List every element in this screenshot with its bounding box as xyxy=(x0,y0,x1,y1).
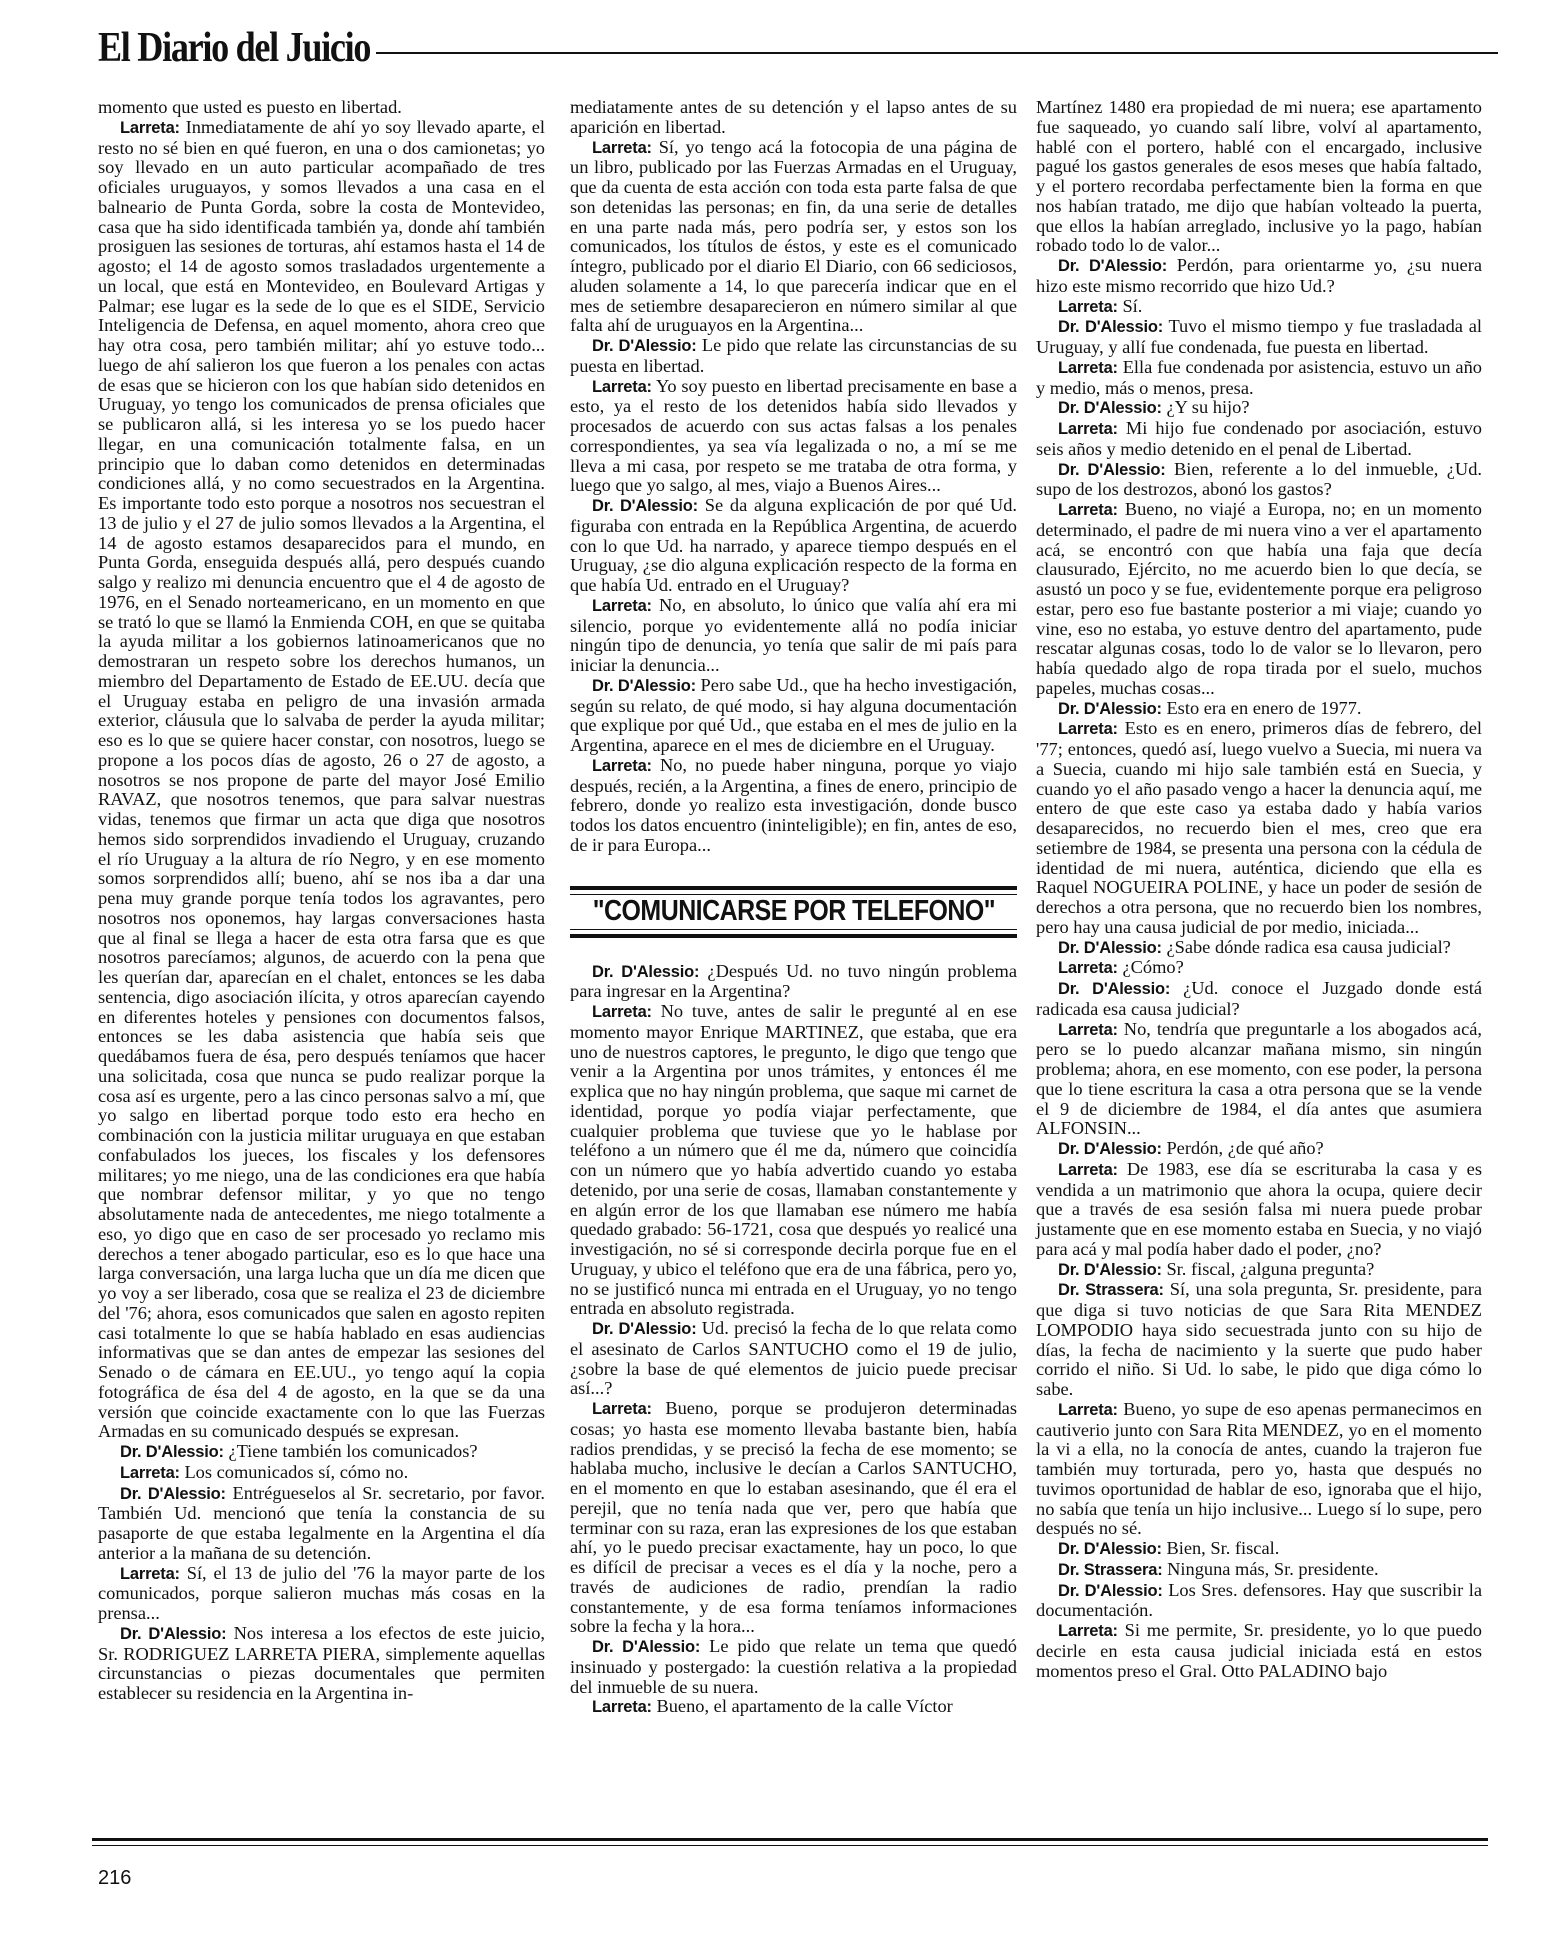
paragraph-text: Esto es en enero, primeros días de febrero, del '77; entonces, quedó así, luego vuelvo a Suecia, mi nuera va a Suecia, cuando mi hijo sale también está en Suecia, y cuando yo el año pasado vengo a hacer la denuncia aquí, me entero de que este caso ya estaba dado y había varios desaparecidos, no recuerdo bien el mes, creo que era setiembre de 1984, se presenta una persona con la cédula de identidad de mi nuera, auténtica, diciendo que ella es Raquel NOGUEIRA POLINE, y hace un poder de sesión de derechos a otra persona, que no recuerdo bien los nombres, pero hay una causa judicial de por medio, iniciada... xyxy=(1036,718,1482,937)
transcript-paragraph xyxy=(1036,500,1482,699)
paragraph-text: Bueno, no viajé a Europa, no; en un momento determinado, el padre de mi nuera vino a ver el apartamento acá, se encontró con que había una faja que decía clausurado, Ejército, no me acuerdo bien lo que decía, se asustó un poco y se fue, evidentemente porque era peligroso estar, pero eso fue bastante posterior a mi viaje; cuando yo vine, eso no estaba, yo estuve dentro del apartamento, pude rescatar algunas cosas, todo lo de valor se lo llevaron, pero había quedado algo de ropa tirada por el suelo, muchos papeles, muchas cosas... xyxy=(1036,499,1482,698)
paragraph-text: Sí, yo tengo acá la fotocopia de una página de un libro, publicado por las Fuerzas Armadas en el Uruguay, que da cuenta de esta acción con toda esta parte falsa de que son detenidas las personas; en fin, da una serie de detalles en una parte nada más, pero podría ser, y estos son los comunicados, los títulos de éstos, y este es el comunicado íntegro, publicado por el diario El Diario, con 66 sediciosos, aluden solamente a 14, lo que parecería indicar que en el mes de setiembre desaparecieron en número similar al que falta ahí de uruguayos en la Argentina... xyxy=(570,136,1017,336)
speaker-label: Larreta: xyxy=(592,596,652,615)
masthead xyxy=(98,20,1498,78)
speaker-label: Larreta: xyxy=(1058,720,1118,739)
speaker-label: Dr. D'Alessio: xyxy=(120,1443,224,1461)
paragraph-text: Los comunicados sí, cómo no. xyxy=(184,1461,409,1482)
transcript-paragraph xyxy=(1036,317,1482,358)
transcript-paragraph xyxy=(1036,419,1482,460)
speaker-label: Larreta: xyxy=(592,756,652,775)
paragraph-text: Los Sres. defensores. Hay que suscribir la documentación. xyxy=(1036,1579,1482,1621)
speaker-label: Larreta: xyxy=(120,118,180,137)
section-heading-text: "COMUNICARSE POR TELEFONO" xyxy=(592,894,995,927)
transcript-paragraph xyxy=(1036,1139,1482,1160)
transcript-paragraph xyxy=(1036,938,1482,959)
paragraph-text: ¿Cómo? xyxy=(1122,957,1184,978)
paragraph-text: Bueno, el apartamento de la calle Víctor xyxy=(656,1696,953,1717)
transcript-paragraph xyxy=(1036,1400,1482,1539)
transcript-paragraph xyxy=(1036,1560,1482,1581)
transcript-paragraph xyxy=(98,98,545,118)
speaker-label: Dr. D'Alessio: xyxy=(1058,938,1162,957)
speaker-label: Larreta: xyxy=(120,1463,180,1482)
paragraph-text: Pero sabe Ud., que ha hecho investigación, según su relato, de qué modo, si hay alguna documentación que explique por qué Ud., que estaba en el mes de julio en la Argentina, aparece en el mes de diciembre en el Uruguay. xyxy=(570,674,1017,755)
paragraph-text: Yo soy puesto en libertad precisamente en base a esto, ya el resto de los detenidos había sido llevados y procesados de acuerdo con sus actas falsas a los penales correspondientes, ya sea vía legalizada o no, a mí se me lleva a mi casa, por respeto se me trataba de otra forma, y luego que yo salgo, al mes, viajo a Buenos Aires... xyxy=(570,375,1017,496)
paragraph-text: ¿Después Ud. no tuvo ningún problema para ingresar en la Argentina? xyxy=(570,960,1017,1002)
transcript-paragraph xyxy=(98,1463,545,1484)
paragraph-text: Si me permite, Sr. presidente, yo lo que puedo decirle en esta causa judicial iniciada está en estos momentos preso el Gral. Otto PALADINO bajo xyxy=(1036,1620,1482,1681)
transcript-paragraph xyxy=(570,756,1017,856)
paragraph-text: Le pido que relate un tema que quedó insinuado y postergado: la cuestión relativa a la propiedad del inmueble de su nuera. xyxy=(570,1636,1017,1697)
paragraph-text: ¿Y su hijo? xyxy=(1166,397,1250,418)
paragraph-text: Sí. xyxy=(1122,295,1143,316)
transcript-paragraph xyxy=(1036,1280,1482,1400)
speaker-label: Larreta: xyxy=(592,377,652,396)
paragraph-text: Nos interesa a los efectos de este juicio, Sr. RODRIGUEZ LARRETA PIERA, simplemente aquellas circunstancias o piezas documentales que permiten establecer su residencia en la Argentina in- xyxy=(98,1622,545,1703)
transcript-paragraph xyxy=(98,1442,545,1463)
column-2 xyxy=(570,98,1017,1718)
paragraph-text: Sí, el 13 de julio del '76 la mayor parte de los comunicados, porque salieron muchas más cosas en la prensa... xyxy=(98,1562,545,1623)
speaker-label: Dr. D'Alessio: xyxy=(1058,1260,1162,1279)
transcript-paragraph xyxy=(570,496,1017,596)
paragraph-text: momento que usted es puesto en libertad. xyxy=(98,97,402,117)
transcript-paragraph xyxy=(1036,256,1482,297)
speaker-label: Larreta: xyxy=(1058,358,1118,377)
transcript-paragraph xyxy=(1036,1581,1482,1622)
speaker-label: Dr. Strassera: xyxy=(1058,1281,1164,1300)
footer-rule xyxy=(92,1838,1488,1841)
paragraph-text: Sí, una sola pregunta, Sr. presidente, para que diga si tuvo noticias de que Sara Rita MENDEZ LOMPODIO haya sido secuestrada junto con su hijo de días, la fecha de nacimiento y la suerte que pudo haber corrido el niño. Si Ud. lo sabe, le pido que diga cómo lo sabe. xyxy=(1036,1279,1483,1399)
speaker-label: Larreta: xyxy=(1058,297,1118,316)
paragraph-text: Bien, referente a lo del inmueble, ¿Ud. supo de los destrozos, abonó los gastos? xyxy=(1036,458,1483,500)
paragraph-text: Inmediatamente de ahí yo soy llevado aparte, el resto no sé bien en qué fueron, en una o dos camionetas; yo soy llevado en un auto particular acompañado de tres oficiales uruguayos, y somos llevados a una casa en el balneario de Punta Gorda, sobre la costa de Montevideo, casa que ha sido identificada también ya, donde ahí también prosiguen las sesiones de torturas, ahí estamos hasta el 14 de agosto; el 14 de agosto somos trasladados urgentemente a un local, que está en Montevideo, en Boulevard Artigas y Palmar; ese lugar es la sede de lo que es el SIDE, Servicio Inteligencia de Defensa, en aquel momento, ahora creo que hay otra cosa, pero también militar; ahí yo estuve todo... luego de ahí salieron los que fueron a los penales con actas de esas que se hicieron con los que habían sido detenidos en Uruguay, yo tengo los comunicados de prensa oficiales que se publicaron allá, si les interesa yo se los puedo hacer llegar, en una comunicación totalmente falsa, en un principio que lo daban como detenidos en determinadas condiciones allá, y no como secuestrados en la Argentina. Es importante todo esto porque a nosotros nos secuestran el 13 de julio y el 27 de julio somos llevados a la Argentina, el 14 de agosto estamos desaparecidos para el mundo, en Punta Gorda, enseguida después allá, pero después cuando salgo y realizo mi denuncia encuentro que el 4 de agosto de 1976, en el Senado norteamericano, en un momento en que se trató lo que se llamó la Enmienda COH, en que se quitaba la ayuda militar a los gobiernos latinoamericanos que no demostraran un respeto sobre los derechos humanos, un miembro del Departamento de Estado de EE.UU. decía que el Uruguay estaba en peligro de una invasión armada exterior, cláusula que lo salvaba de perder la ayuda militar; eso es lo que se quiere hacer constar, con nosotros, luego se propone a los pocos días de agosto, 26 o 27 de agosto, a nosotros se nos propone de parte del mayor José Emilio RAVAZ, que nosotros tenemos, que para salvar nuestras vidas, tenemos que firmar un acta que diga que nosotros hemos sido sorprendidos invadiendo el Uruguay, cruzando el río Uruguay a la altura de río Negro, y en ese momento somos sorprendidos allí; bueno, ahí se nos iba a dar una pena muy grande porque tenía todos los agravantes, pero nosotros nos oponemos, hay largas conversaciones hasta que al final se llega a hacer de esta otra farsa que es que nosotros parecíamos; algunos, de acuerdo con la pena que les querían dar, aparecían en el chalet, entonces se les daba sentencia, digo asociación ilícita, y otros aparecían cayendo en diferentes hoteles y pensiones con documentos falsos, entonces se les daba asistencia que había seis que quedábamos fuera de ésa, pero después teníamos que hacer una solicitada, cosa que nunca se pudo realizar porque la cosa así es urgente, pero a las cinco personas salvo a mí, que yo salgo en libertad porque todo esto era hecho en combinación con la justicia militar uruguaya en que estaban confabulados los jueces, los fiscales y los defensores militares; yo me niego, una de las condiciones era que había que nombrar defensor militar, y yo que no tengo absolutamente nada de antecedentes, me niego totalmente a eso, yo digo que en caso de ser procesado yo reclamo mis derechos a tener abogado particular, eso es lo que hace una larga conversación, una larga lucha que un día me dicen que yo voy a ser liberado, cosa que se realiza el 23 de diciembre del '76; ahora, esos comunicados que salen en agosto repiten casi totalmente lo que se había hablado en esas audiencias informativas que se dan antes de empezar las sesiones del Senado o de cámara en EE.UU., yo tengo aquí la copia fotográfica de ésa del 4 de agosto, en la que se da una versión que coincide exactamente con lo que las Fuerzas Armadas en su comunicado después se expresan. xyxy=(98,116,545,1442)
transcript-paragraph xyxy=(1036,1020,1482,1140)
transcript-paragraph xyxy=(1036,1160,1482,1260)
paragraph-text: Sr. fiscal, ¿alguna pregunta? xyxy=(1166,1258,1375,1279)
paragraph-text: Entrégueselos al Sr. secretario, por favor. También Ud. mencionó que tenía la constancia de su pasaporte de que estaba legalmente en la Argentina el día anterior a la mañana de su detención. xyxy=(98,1482,545,1563)
transcript-paragraph xyxy=(1036,699,1482,720)
speaker-label: Dr. D'Alessio: xyxy=(1058,980,1171,998)
transcript-paragraph xyxy=(1036,958,1482,979)
transcript-paragraph xyxy=(1036,398,1482,419)
transcript-paragraph xyxy=(570,1637,1017,1697)
speaker-label: Larreta: xyxy=(1058,1400,1118,1419)
transcript-paragraph xyxy=(570,596,1017,676)
paragraph-text: Perdón, ¿de qué año? xyxy=(1166,1138,1324,1158)
speaker-label: Dr. D'Alessio: xyxy=(1058,1540,1162,1558)
transcript-paragraph xyxy=(570,377,1017,497)
speaker-label: Larreta: xyxy=(120,1564,180,1583)
paragraph-text: Ninguna más, Sr. presidente. xyxy=(1167,1558,1379,1579)
speaker-label: Dr. D'Alessio: xyxy=(120,1624,227,1643)
transcript-paragraph xyxy=(98,1624,545,1704)
paragraph-text: Le pido que relate las circunstancias de su puesta en libertad. xyxy=(570,335,1017,376)
transcript-paragraph xyxy=(1036,1621,1482,1681)
page-number: 216 xyxy=(98,1867,132,1889)
transcript-paragraph xyxy=(1036,719,1482,937)
paragraph-text: Ella fue condenada por asistencia, estuvo un año y medio, más o menos, presa. xyxy=(1036,356,1482,398)
transcript-paragraph xyxy=(1036,98,1482,256)
paragraph-text: Se da alguna explicación de por qué Ud. figuraba con entrada en la República Argentina, de acuerdo con lo que Ud. ha narrado, y aparece tiempo después en el Uruguay, ¿se dio alguna explicación respecto de la forma en que había Ud. entrado en el Uruguay? xyxy=(570,495,1017,595)
speaker-label: Dr. D'Alessio: xyxy=(1058,318,1164,337)
speaker-label: Larreta: xyxy=(1058,959,1118,978)
transcript-paragraph xyxy=(570,336,1017,377)
paragraph-text: Mi hijo fue condenado por asociación, estuvo seis años y medio detenido en el penal de Libertad. xyxy=(1036,418,1482,459)
speaker-label: Larreta: xyxy=(1058,1160,1118,1179)
transcript-paragraph xyxy=(1036,1260,1482,1281)
transcript-paragraph xyxy=(98,1564,545,1624)
paragraph-text: Bien, Sr. fiscal. xyxy=(1166,1538,1280,1558)
paragraph-text: No, tendría que preguntarle a los abogados acá, pero se lo puedo alcanzar mañana mismo, sin ningún problema; ahora, en ese momento, con ese poder, la persona que lo tiene escritura la casa a otra persona que se la vende el 9 de diciembre de 1984, el día antes que asumiera ALFONSIN... xyxy=(1036,1018,1482,1139)
speaker-label: Dr. D'Alessio: xyxy=(592,1638,701,1656)
masthead-rule xyxy=(376,52,1498,54)
section-heading xyxy=(570,886,1017,938)
paragraph-text: ¿Ud. conoce el Juzgado donde está radicada esa causa judicial? xyxy=(1036,978,1482,1019)
transcript-paragraph xyxy=(570,1319,1017,1399)
speaker-label: Larreta: xyxy=(592,1400,652,1418)
paragraph-text: ¿Tiene también los comunicados? xyxy=(228,1441,478,1461)
speaker-label: Dr. D'Alessio: xyxy=(592,337,697,355)
paragraph-text: No, en absoluto, lo único que valía ahí era mi silencio, porque yo evidentemente allá no podía iniciar ningún tipo de denuncia, yo tenía que salir de mi país para iniciar la denuncia... xyxy=(570,594,1017,675)
speaker-label: Larreta: xyxy=(1058,501,1118,519)
speaker-label: Dr. D'Alessio: xyxy=(1058,399,1162,418)
paragraph-text: No, no puede haber ninguna, porque yo viajo después, recién, a la Argentina, a fines de enero, principio de febrero, donde yo realizo esta investigación, donde busco todos los datos encuentro (ininteligible); en fin, antes de eso, de ir para Europa... xyxy=(570,754,1017,855)
paragraph-text: Esto era en enero de 1977. xyxy=(1166,697,1362,718)
transcript-paragraph xyxy=(570,1399,1017,1637)
speaker-label: Larreta: xyxy=(592,1698,652,1717)
speaker-label: Dr. D'Alessio: xyxy=(120,1484,226,1503)
transcript-paragraph xyxy=(570,1002,1017,1319)
paragraph-text: Bueno, yo supe de eso apenas permanecimos en cautiverio junto con Sara Rita MENDEZ, yo en el momento la vi a ella, no la conocía de antes, cuando la trajeron fue también muy torturada, pero yo, hasta que después no tuvimos oportunidad de hablar de eso, ignoraba que el hijo, no sabía que tenía un hijo inclusive... Luego sí lo supe, pero después no sé. xyxy=(1036,1398,1482,1539)
transcript-paragraph xyxy=(1036,460,1482,501)
masthead-title: El Diario del Juicio xyxy=(98,25,371,71)
paragraph-text: No tuve, antes de salir le pregunté al en ese momento mayor Enrique MARTINEZ, que estaba, que era uno de nuestros captores, le pregunto, le digo que tengo que venir a la Argentina por unos trámites, y entonces él me explica que no hay ningún problema, que saque mi carnet de identidad, porque yo podía viajar perfectamente, que cualquier problema que tuviese que yo le hablase por teléfono a un número que él me da, número que coincidía con un número que yo había advertido cuando yo estaba detenido, por una serie de cosas, llamaban constantemente y en algún error de los que llamaban ese número me había quedado grabado: 56-1721, cosa que después yo realicé una investigación, no sé si corresponde decirla porque fue en el Uruguay, y ubico el teléfono que era de una fábrica, pero yo, no se justificó nunca mi entrada en el Uruguay, yo no tengo entrada en absoluto registrada. xyxy=(570,1001,1017,1319)
transcript-paragraph xyxy=(1036,1539,1482,1560)
transcript-paragraph xyxy=(570,676,1017,756)
footer-rule-thin xyxy=(92,1845,1488,1846)
speaker-label: Dr. D'Alessio: xyxy=(1058,699,1162,718)
transcript-paragraph xyxy=(98,1484,545,1564)
speaker-label: Dr. D'Alessio: xyxy=(1058,1581,1163,1600)
paragraph-text: Bueno, porque se produjeron determinadas cosas; yo hasta ese momento llevaba bastante bien, había radios prendidas, y se precisó la fecha de ese momento; se hablaba mucho, inclusive le decían a Carlos SANTUCHO, en el momento en que lo estaban asesinando, que él era el perejil, que no tenía nada que ver, pero que había que terminar con su raza, eran las expresiones de los que estaban ahí, yo le puedo precisar exactamente, hay un poco, lo que es difícil de precisar a veces es el día y la noche, pero a través de audiciones de radio, prendían la radio constantemente, y de esa forma teníamos informaciones sobre la fecha y la hora... xyxy=(570,1398,1017,1637)
transcript-paragraph xyxy=(570,138,1017,337)
speaker-label: Dr. D'Alessio: xyxy=(592,962,700,981)
speaker-label: Dr. D'Alessio: xyxy=(592,1320,697,1338)
speaker-label: Dr. D'Alessio: xyxy=(1058,257,1167,275)
paragraph-text: Tuvo el mismo tiempo y fue trasladada al Uruguay, y allí fue condenada, fue puesta en libertad. xyxy=(1036,316,1483,357)
paragraph-text: Perdón, para orientarme yo, ¿su nuera hizo este mismo recorrido que hizo Ud.? xyxy=(1036,255,1482,296)
transcript-paragraph xyxy=(570,1697,1017,1718)
paragraph-text: Ud. precisó la fecha de lo que relata como el asesinato de Carlos SANTUCHO como el 19 de julio, ¿sobre la base de qué elementos de juicio puede precisar así...? xyxy=(570,1318,1017,1399)
column-3 xyxy=(1036,98,1482,1681)
speaker-label: Larreta: xyxy=(1058,1020,1118,1039)
paragraph-text: ¿Sabe dónde radica esa causa judicial? xyxy=(1166,936,1451,957)
speaker-label: Dr. D'Alessio: xyxy=(592,497,698,515)
transcript-paragraph xyxy=(1036,358,1482,399)
transcript-paragraph xyxy=(570,98,1017,138)
paragraph-text: De 1983, ese día se escrituraba la casa y es vendida a un matrimonio que ahora la ocupa, quiere decir que a través de esa sesión falsa mi nuera puede probar justamente que en ese momento estaba en Suecia, y no viajó para acá y mal podía haber dado el poder, ¿no? xyxy=(1036,1158,1482,1259)
speaker-label: Dr. D'Alessio: xyxy=(1058,460,1166,479)
speaker-label: Larreta: xyxy=(1058,1622,1118,1640)
speaker-label: Larreta: xyxy=(592,138,652,157)
speaker-label: Dr. D'Alessio: xyxy=(1058,1140,1162,1158)
speaker-label: Dr. Strassera: xyxy=(1058,1560,1163,1579)
paragraph-text: Martínez 1480 era propiedad de mi nuera; ese apartamento fue saqueado, yo cuando salí libre, volví al apartamento, hablé con el portero, hablé con el encargado, inclusive pagué los gastos generales de esos meses que había faltado, y el portero recordaba perfectamente bien la forma en que nos habían tratado, me dijo que habían volteado la puerta, que ellos la habían arreglado, inclusive yo la pago, habían robado todo lo de valor... xyxy=(1036,97,1482,256)
transcript-paragraph xyxy=(1036,979,1482,1020)
speaker-label: Larreta: xyxy=(592,1003,652,1021)
paragraph-text: mediatamente antes de su detención y el lapso antes de su aparición en libertad. xyxy=(570,97,1017,137)
column-1 xyxy=(98,98,545,1704)
transcript-paragraph xyxy=(1036,297,1482,318)
speaker-label: Dr. D'Alessio: xyxy=(592,676,696,695)
speaker-label: Larreta: xyxy=(1058,420,1118,438)
transcript-paragraph xyxy=(98,118,545,1442)
transcript-paragraph xyxy=(570,962,1017,1003)
